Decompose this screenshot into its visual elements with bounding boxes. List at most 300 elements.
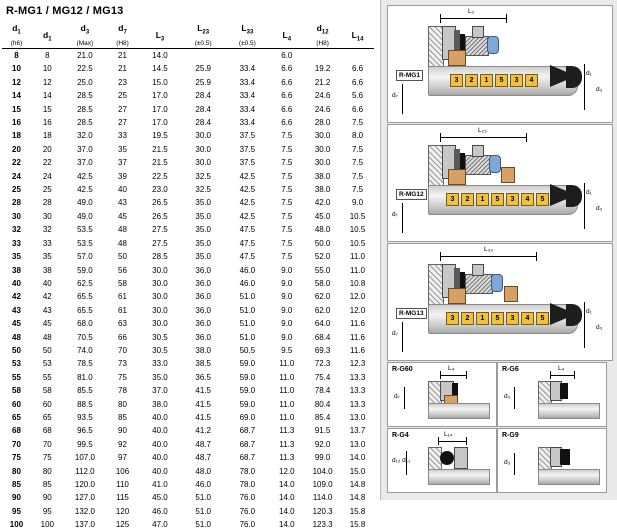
table-cell: 38.0 bbox=[152, 399, 168, 409]
table-cell: 55.0 bbox=[314, 265, 331, 275]
table-cell: 9.0 bbox=[351, 198, 364, 208]
table-cell: 7.5 bbox=[351, 144, 364, 154]
table-cell: 19.2 bbox=[314, 64, 331, 74]
table-cell: 40.0 bbox=[152, 453, 168, 463]
table-cell: 112.0 bbox=[75, 466, 95, 476]
table-cell: 13.0 bbox=[349, 412, 366, 422]
table-cell: 14.0 bbox=[279, 480, 295, 489]
table-cell: 137.0 bbox=[74, 520, 95, 530]
table-cell: 30.0 bbox=[195, 131, 211, 141]
table-cell: 21.5 bbox=[152, 158, 168, 168]
badge: 3 bbox=[446, 312, 459, 325]
table-cell: 60 bbox=[12, 399, 21, 409]
table-cell: 106 bbox=[115, 466, 130, 476]
dim-l14-label: L₁₄ bbox=[444, 431, 453, 438]
table-row bbox=[2, 183, 374, 196]
table-cell: 37.5 bbox=[239, 131, 256, 141]
page-title: R-MG1 / MG12 / MG13 bbox=[6, 5, 124, 17]
table-cell: 28 bbox=[42, 198, 52, 208]
table-cell: 42.5 bbox=[77, 185, 93, 195]
table-cell: 120.0 bbox=[74, 480, 95, 489]
table-cell: 73 bbox=[118, 359, 127, 369]
table-cell: 42.5 bbox=[239, 198, 256, 208]
table-cell: 42 bbox=[12, 292, 21, 302]
table-cell: 14.0 bbox=[279, 493, 295, 503]
table-cell: 15 bbox=[42, 104, 52, 114]
table-cell: 12 bbox=[42, 77, 52, 87]
table-cell: 10.8 bbox=[349, 278, 366, 288]
table-cell: 51.0 bbox=[239, 319, 256, 329]
table-cell: 104.0 bbox=[312, 466, 333, 476]
badge: 3 bbox=[450, 74, 463, 87]
table-row bbox=[2, 344, 374, 357]
table-cell: 24.6 bbox=[314, 91, 331, 101]
table-cell: 20 bbox=[42, 144, 52, 154]
table-cell: 28.4 bbox=[195, 104, 211, 114]
table-cell: 11.0 bbox=[279, 359, 295, 369]
figure-r-g9 bbox=[497, 428, 607, 493]
dim-d3-label: d₃ bbox=[596, 86, 603, 93]
table-cell: 17.0 bbox=[152, 104, 168, 114]
table-cell: 15.0 bbox=[152, 77, 168, 87]
table-cell: 60 bbox=[42, 399, 52, 409]
table-cell: 28.5 bbox=[152, 252, 168, 262]
table-row bbox=[2, 304, 374, 317]
table-cell: 66 bbox=[118, 332, 127, 342]
table-cell: 127.0 bbox=[74, 493, 95, 503]
table-cell: 74.0 bbox=[77, 345, 93, 355]
table-cell: 36.0 bbox=[195, 265, 211, 275]
table-cell bbox=[181, 49, 225, 63]
table-cell: 50 bbox=[12, 345, 21, 355]
table-cell: 61 bbox=[118, 305, 127, 315]
figure-label: R-G6 bbox=[502, 366, 519, 373]
table-cell: 36.5 bbox=[195, 372, 211, 382]
table-row bbox=[2, 237, 374, 250]
table-cell: 7.5 bbox=[281, 171, 293, 181]
dim-l33-label: L₃₃ bbox=[484, 246, 493, 253]
table-cell: 45 bbox=[12, 319, 21, 329]
table-cell: 30 bbox=[42, 211, 52, 221]
dim-d3-label: d₃ bbox=[504, 393, 511, 400]
table-cell: 30.0 bbox=[314, 158, 331, 168]
figure-r-g6 bbox=[497, 362, 607, 427]
figure-tag: R-MG13 bbox=[396, 308, 427, 319]
table-cell: 65 bbox=[42, 412, 52, 422]
table-cell: 11.0 bbox=[350, 252, 366, 262]
table-cell: 30.0 bbox=[195, 158, 211, 168]
badge: 3 bbox=[506, 193, 519, 206]
table-cell: 41.5 bbox=[195, 412, 211, 422]
table-cell: 35.0 bbox=[195, 225, 211, 235]
table-cell: 35.0 bbox=[195, 211, 211, 221]
table-cell: 46.0 bbox=[195, 480, 211, 489]
table-cell: 21 bbox=[118, 64, 127, 74]
col-d12: $d_{12}$ (H8) bbox=[304, 21, 341, 49]
table-cell: 43 bbox=[12, 305, 21, 315]
table-cell: 35.0 bbox=[195, 238, 211, 248]
table-cell: 99.0 bbox=[314, 453, 331, 463]
table-cell: 22 bbox=[12, 158, 21, 168]
table-cell: 42.5 bbox=[239, 211, 256, 221]
table-cell: 68 bbox=[42, 426, 52, 436]
table-cell: 76.0 bbox=[239, 493, 256, 503]
table-cell: 46.0 bbox=[239, 278, 256, 288]
table-cell: 32.0 bbox=[77, 131, 93, 141]
table-cell: 25.9 bbox=[195, 77, 211, 87]
table-cell: 85 bbox=[12, 480, 21, 489]
table-cell: 35 bbox=[42, 252, 52, 262]
table-cell: 68.7 bbox=[239, 439, 256, 449]
table-cell: 40.0 bbox=[152, 439, 168, 449]
table-cell: 125 bbox=[115, 520, 130, 530]
table-row bbox=[2, 465, 374, 478]
table-cell: 37 bbox=[118, 158, 127, 168]
table-cell: 33.4 bbox=[239, 91, 256, 101]
table-cell: 92.0 bbox=[314, 439, 331, 449]
table-cell: 40.0 bbox=[152, 426, 168, 436]
table-row bbox=[2, 478, 374, 491]
table-cell: 78.0 bbox=[239, 466, 256, 476]
dim-l4-label: L₄ bbox=[448, 365, 455, 372]
table-cell: 49.0 bbox=[77, 211, 93, 221]
table-cell: 11.0 bbox=[279, 399, 295, 409]
table-cell: 59.0 bbox=[77, 265, 93, 275]
table-cell: 59.0 bbox=[239, 372, 256, 382]
table-cell: 19.5 bbox=[152, 131, 168, 141]
table-cell: 75 bbox=[42, 453, 52, 463]
table-cell: 10.5 bbox=[349, 211, 366, 221]
table-cell: 40.0 bbox=[152, 412, 168, 422]
table-cell: 35.0 bbox=[195, 252, 211, 262]
table-cell: 28.4 bbox=[195, 118, 211, 128]
table-cell: 51.0 bbox=[195, 506, 211, 516]
table-cell: 21.5 bbox=[152, 144, 168, 154]
table-cell: 109.0 bbox=[312, 480, 333, 489]
table-cell: 5.6 bbox=[351, 91, 364, 101]
table-cell: 50.0 bbox=[314, 238, 331, 248]
table-cell: 72.3 bbox=[314, 359, 331, 369]
badge: 2 bbox=[461, 193, 474, 206]
table-cell: 35.0 bbox=[195, 198, 211, 208]
table-cell: 11.0 bbox=[350, 265, 366, 275]
table-cell: 20 bbox=[12, 144, 21, 154]
table-cell: 80 bbox=[42, 466, 52, 476]
table-row bbox=[2, 357, 374, 370]
table-cell: 32 bbox=[42, 225, 52, 235]
table-row bbox=[2, 398, 374, 411]
table-cell: 30.0 bbox=[152, 319, 168, 329]
badge: 5 bbox=[495, 74, 508, 87]
table-cell: 46.0 bbox=[239, 265, 256, 275]
figure-label: R-G4 bbox=[392, 432, 409, 439]
table-cell: 38.5 bbox=[195, 359, 211, 369]
table-cell: 76.0 bbox=[239, 506, 256, 516]
table-cell: 64.0 bbox=[314, 319, 331, 329]
table-cell: 36.0 bbox=[195, 292, 211, 302]
table-cell bbox=[225, 49, 269, 63]
table-cell: 32.5 bbox=[195, 171, 211, 181]
figure-r-g4 bbox=[387, 428, 497, 493]
table-cell: 30.5 bbox=[152, 345, 168, 355]
table-cell bbox=[341, 49, 374, 63]
table-cell: 28 bbox=[12, 198, 21, 208]
table-cell: 50 bbox=[42, 345, 52, 355]
table-cell: 51.0 bbox=[239, 305, 256, 315]
table-cell: 53 bbox=[42, 359, 52, 369]
table-cell: 41.5 bbox=[195, 399, 211, 409]
table-cell: 51.0 bbox=[195, 493, 211, 503]
badge: 4 bbox=[525, 74, 538, 87]
table-cell: 12.0 bbox=[349, 292, 366, 302]
table-cell: 69.0 bbox=[239, 412, 256, 422]
table-cell: 38 bbox=[42, 265, 52, 275]
table-cell: 63 bbox=[118, 319, 127, 329]
table-cell: 47.5 bbox=[239, 238, 256, 248]
table-cell: 33.4 bbox=[239, 104, 256, 114]
table-cell: 53.5 bbox=[77, 225, 93, 235]
table-cell: 30.0 bbox=[195, 144, 211, 154]
table-cell: 43 bbox=[42, 305, 52, 315]
table-cell: 120 bbox=[115, 506, 130, 516]
table-cell: 32.5 bbox=[195, 185, 211, 195]
badge: 4 bbox=[521, 312, 534, 325]
table-cell: 17.0 bbox=[152, 118, 168, 128]
table-cell: 6.6 bbox=[351, 64, 364, 74]
table-cell: 85.5 bbox=[77, 386, 93, 396]
table-cell: 90 bbox=[118, 426, 127, 436]
table-cell: 9.0 bbox=[281, 305, 293, 315]
badge: 1 bbox=[480, 74, 493, 87]
table-cell: 22 bbox=[42, 158, 52, 168]
table-cell: 33 bbox=[42, 238, 52, 248]
table-cell: 14.5 bbox=[152, 64, 168, 74]
small-figures-group bbox=[387, 362, 611, 495]
table-cell: 26.5 bbox=[152, 211, 168, 221]
badge: 5 bbox=[491, 193, 504, 206]
table-header bbox=[2, 21, 374, 49]
table-row bbox=[2, 250, 374, 263]
table-cell: 7.5 bbox=[351, 118, 364, 128]
table-cell: 25 bbox=[118, 91, 127, 101]
dim-d7-label: d₇ bbox=[392, 211, 398, 218]
table-cell: 78.4 bbox=[314, 386, 331, 396]
table-cell: 18 bbox=[42, 131, 52, 141]
table-cell: 70.5 bbox=[77, 332, 93, 342]
table-cell: 8 bbox=[14, 51, 19, 60]
table-cell: 27.5 bbox=[152, 238, 168, 248]
table-cell: 45 bbox=[118, 211, 127, 221]
table-row bbox=[2, 505, 374, 518]
table-cell: 115 bbox=[116, 493, 129, 503]
table-cell: 25 bbox=[42, 185, 52, 195]
badge: 5 bbox=[536, 193, 549, 206]
table-cell: 48.7 bbox=[195, 439, 211, 449]
table-cell: 7.5 bbox=[351, 158, 364, 168]
table-cell: 28.5 bbox=[77, 118, 93, 128]
table-cell: 70 bbox=[118, 345, 127, 355]
table-cell: 70 bbox=[42, 439, 52, 449]
table-cell: 22.5 bbox=[77, 64, 93, 74]
table-cell: 33 bbox=[118, 131, 127, 141]
table-cell: 45.0 bbox=[152, 493, 168, 503]
table-cell: 47.5 bbox=[239, 252, 256, 262]
table-cell: 78 bbox=[118, 386, 127, 396]
table-cell: 38 bbox=[12, 265, 21, 275]
table-cell: 6.6 bbox=[281, 91, 293, 101]
badge: 1 bbox=[476, 312, 489, 325]
table-cell: 14 bbox=[12, 91, 21, 101]
col-l23: $L_{23}$ (±0.5) bbox=[181, 21, 225, 49]
table-cell: 41.0 bbox=[152, 480, 168, 489]
table-row bbox=[2, 89, 374, 102]
table-cell: 37.0 bbox=[77, 144, 93, 154]
table-cell: 48.0 bbox=[314, 225, 331, 235]
table-cell: 88.5 bbox=[77, 399, 93, 409]
table-cell: 13.3 bbox=[349, 372, 366, 382]
table-cell: 40.0 bbox=[152, 466, 168, 476]
table-cell: 14.0 bbox=[279, 520, 295, 530]
table-cell: 68.0 bbox=[77, 319, 93, 329]
table-cell: 50 bbox=[118, 252, 127, 262]
dim-l4-label: L₄ bbox=[558, 365, 565, 372]
table-cell: 81.0 bbox=[77, 372, 93, 382]
badge: 5 bbox=[491, 312, 504, 325]
table-cell: 59.0 bbox=[239, 359, 256, 369]
table-cell: 123.3 bbox=[312, 520, 333, 530]
table-cell: 6.6 bbox=[281, 64, 293, 74]
dim-d3-label: d₃ bbox=[596, 205, 603, 212]
table-cell: 80.4 bbox=[314, 399, 331, 409]
table-cell: 24 bbox=[12, 171, 21, 181]
table-row bbox=[2, 264, 374, 277]
table-cell: 41.5 bbox=[195, 386, 211, 396]
table-cell: 6.6 bbox=[351, 77, 364, 87]
table-cell: 9.5 bbox=[281, 345, 293, 355]
table-cell: 92 bbox=[118, 439, 127, 449]
dim-d7-label: d₇ bbox=[392, 92, 398, 99]
table-cell: 59.0 bbox=[239, 386, 256, 396]
table-cell: 18 bbox=[12, 131, 21, 141]
table-cell: 97 bbox=[118, 453, 127, 463]
dim-d1-label: d₁ bbox=[586, 70, 592, 77]
table-cell: 14.0 bbox=[349, 453, 366, 463]
table-cell: 30 bbox=[12, 211, 21, 221]
table-cell: 10.5 bbox=[349, 225, 366, 235]
table-row bbox=[2, 156, 374, 169]
table-cell: 48 bbox=[12, 332, 21, 342]
table-cell: 85 bbox=[118, 412, 127, 422]
table-cell: 38.0 bbox=[314, 171, 331, 181]
table-cell: 11.0 bbox=[279, 386, 295, 396]
table-cell: 80 bbox=[12, 466, 21, 476]
table-cell: 28.5 bbox=[77, 104, 93, 114]
table-cell: 40 bbox=[12, 278, 21, 288]
table-cell: 62.0 bbox=[314, 305, 331, 315]
table-cell: 30.0 bbox=[314, 144, 331, 154]
table-cell: 36.0 bbox=[195, 278, 211, 288]
figure-label: R-G60 bbox=[392, 366, 413, 373]
badge: 1 bbox=[476, 193, 489, 206]
table-cell: 53.5 bbox=[77, 238, 93, 248]
table-cell: 55 bbox=[12, 372, 21, 382]
dim-d1-label: d₁ bbox=[586, 308, 592, 315]
table-cell: 30.0 bbox=[152, 292, 168, 302]
table-cell: 90 bbox=[42, 493, 52, 503]
col-l4: $L_4$ bbox=[269, 21, 304, 49]
table-cell: 23.0 bbox=[152, 185, 168, 195]
table-cell: 7.5 bbox=[281, 211, 293, 221]
table-cell: 8.0 bbox=[351, 131, 364, 141]
table-cell: 68.7 bbox=[239, 453, 256, 463]
table-cell: 35 bbox=[12, 252, 21, 262]
table-cell: 37.0 bbox=[77, 158, 93, 168]
figure-r-mg13 bbox=[387, 243, 613, 361]
table-cell: 30.0 bbox=[152, 265, 168, 275]
table-cell: 7.5 bbox=[281, 225, 293, 235]
table-cell: 33.4 bbox=[239, 64, 256, 74]
table-row bbox=[2, 290, 374, 303]
table-cell: 57.0 bbox=[77, 252, 93, 262]
table-cell: 47.5 bbox=[239, 225, 256, 235]
table-row bbox=[2, 451, 374, 464]
table-cell: 30.0 bbox=[314, 131, 331, 141]
table-cell: 50.5 bbox=[239, 345, 256, 355]
table-row bbox=[2, 384, 374, 397]
table-cell: 62.0 bbox=[314, 292, 331, 302]
table-cell: 58 bbox=[118, 278, 127, 288]
table-cell: 76.0 bbox=[239, 520, 256, 530]
table-cell: 43 bbox=[118, 198, 127, 208]
table-cell: 37.5 bbox=[239, 144, 256, 154]
table-cell: 33.0 bbox=[152, 359, 168, 369]
dim-l23-label: L₂₃ bbox=[478, 127, 487, 134]
col-d1-h6: $d_1$ (h6) bbox=[2, 21, 31, 49]
table-cell: 58 bbox=[42, 386, 52, 396]
table-cell: 36.0 bbox=[195, 319, 211, 329]
table-cell: 7.5 bbox=[281, 185, 293, 195]
table-cell: 17.0 bbox=[152, 91, 168, 101]
figure-tag: R-MG1 bbox=[396, 70, 423, 81]
table-row bbox=[2, 129, 374, 142]
table-cell: 6.6 bbox=[281, 104, 293, 114]
table-cell: 7.5 bbox=[351, 185, 364, 195]
table-cell: 33 bbox=[12, 238, 21, 248]
table-cell: 42 bbox=[42, 292, 52, 302]
table-cell: 85 bbox=[42, 480, 52, 489]
table-cell: 58 bbox=[12, 386, 21, 396]
table-cell: 100 bbox=[9, 520, 24, 530]
table-cell: 42.5 bbox=[239, 185, 256, 195]
table-cell: 37.0 bbox=[152, 386, 168, 396]
table-cell: 8 bbox=[45, 51, 50, 60]
figure-r-g60 bbox=[387, 362, 497, 427]
table-cell: 45 bbox=[42, 319, 52, 329]
table-cell: 55 bbox=[42, 372, 52, 382]
table-row bbox=[2, 116, 374, 129]
table-cell: 35.0 bbox=[152, 372, 168, 382]
table-cell: 48.7 bbox=[195, 453, 211, 463]
table-cell: 13.3 bbox=[349, 399, 366, 409]
table-cell: 13.7 bbox=[349, 426, 366, 436]
table-cell: 65.5 bbox=[77, 292, 93, 302]
table-cell: 32 bbox=[12, 225, 21, 235]
table-row bbox=[2, 223, 374, 236]
table-cell: 78.5 bbox=[77, 359, 93, 369]
table-row bbox=[2, 49, 374, 63]
table-cell: 47.0 bbox=[152, 520, 168, 530]
table-cell: 52.0 bbox=[314, 252, 331, 262]
